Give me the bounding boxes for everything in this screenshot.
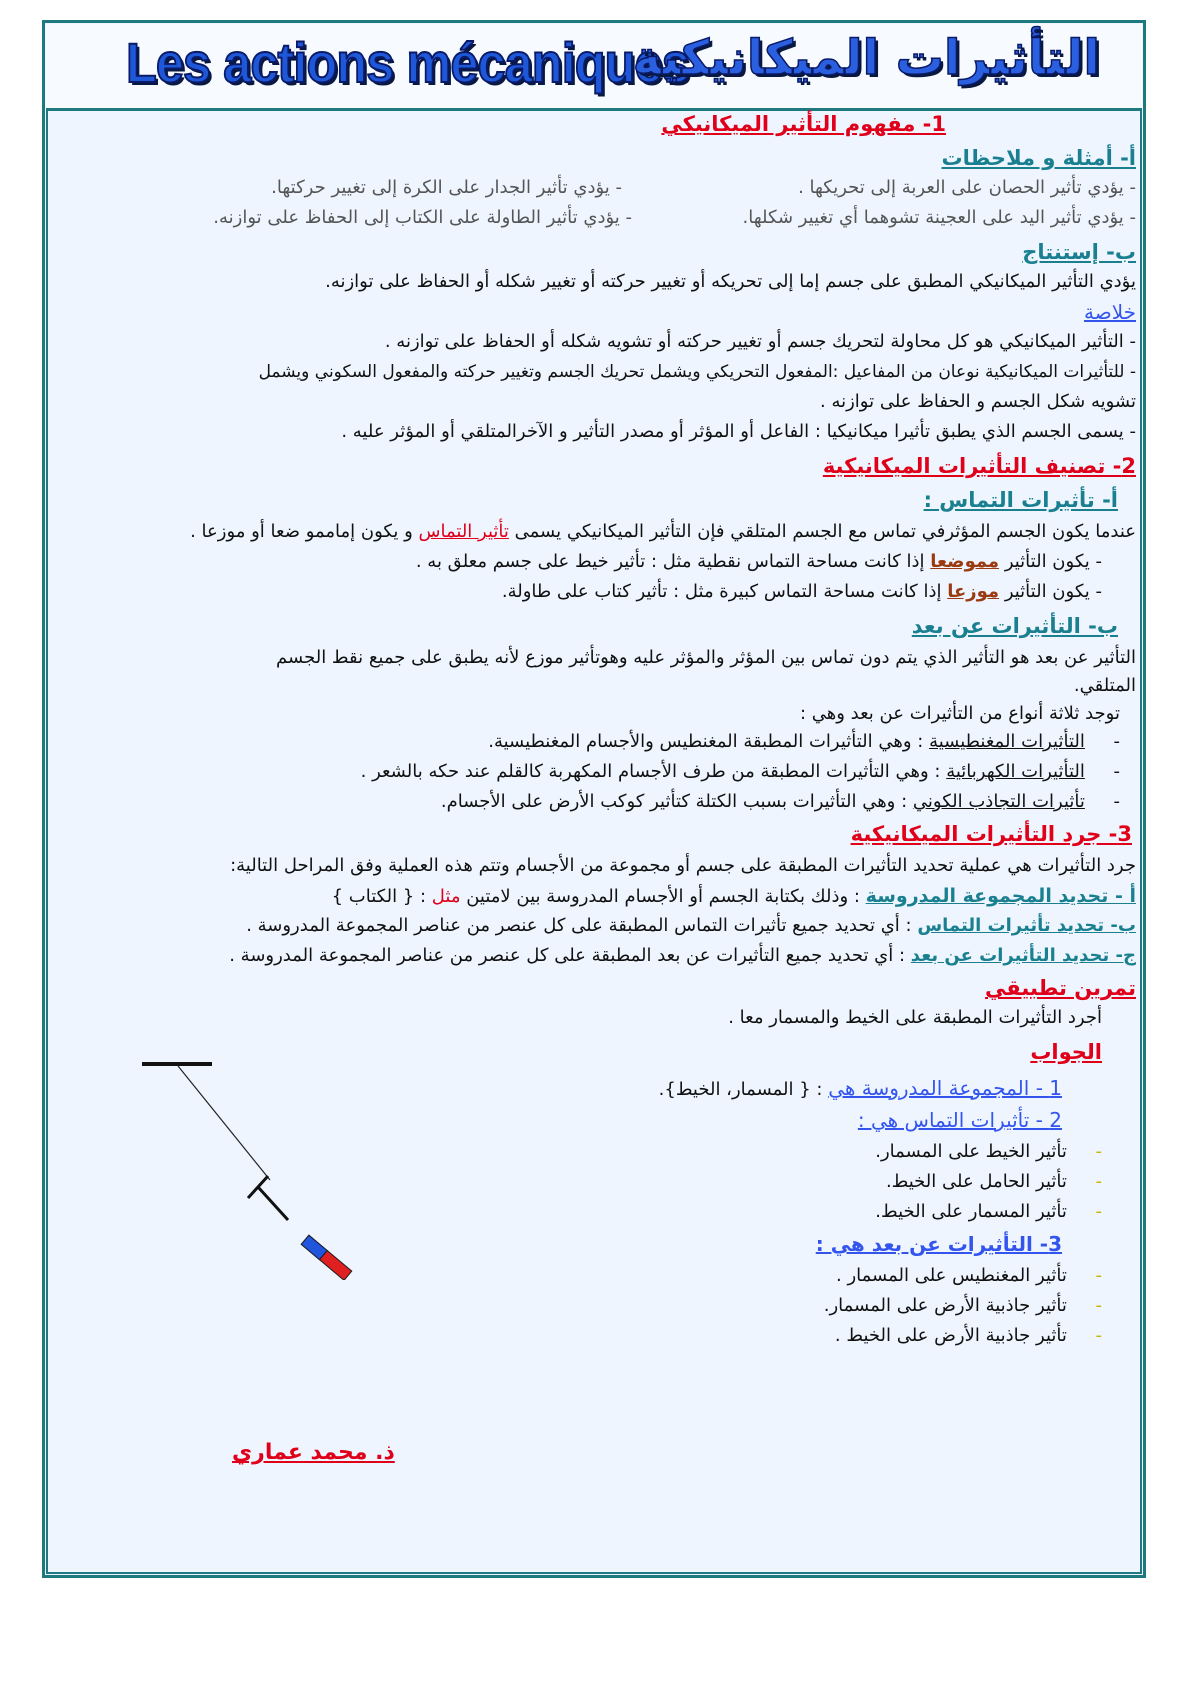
title-latin: Les actions mécaniques — [126, 31, 689, 94]
example-2-right: - يؤدي تأثير اليد على العجينة تشوهما أي تغيير شكلها. — [742, 207, 1136, 228]
answer-heading: الجواب — [1030, 1040, 1102, 1064]
distance-item-1: - تأثير المغنطيس على المسمار . — [836, 1265, 1102, 1286]
example-2-left: - يؤدي تأثير الطاولة على الكتاب إلى الحفاظ على توازنه. — [213, 207, 632, 228]
section1-sub-a: أ- أمثلة و ملاحظات — [941, 146, 1136, 170]
contact-item-3: - تأثير المسمار على الخيط. — [875, 1201, 1102, 1222]
thread-nail-magnet-diagram — [120, 1060, 400, 1280]
localized-line: - يكون التأثير مموضعا إذا كانت مساحة التماس نقطية مثل : تأثير خيط على جسم معلق به . — [415, 551, 1102, 572]
answer-3-label: 3- التأثيرات عن بعد هي : — [815, 1232, 1062, 1256]
step-a: أ - تحديد المجموعة المدروسة : وذلك بكتابة الجسم أو الأجسام المدروسة بين لامتين مثل : { الكتاب } — [331, 885, 1136, 907]
summary-line-1: - التأثير الميكانيكي هو كل محاولة لتحريك جسم أو تغيير حركته أو تشويه شكله أو الحفاظ على توازنه . — [384, 331, 1136, 352]
distributed-term: موزعا — [947, 581, 1000, 602]
distance-type-3: - تأثيرات التجاذب الكوني : وهي التأثيرات بسبب الكتلة كتأثير كوكب الأرض على الأجسام. — [440, 791, 1120, 812]
nail-body — [258, 1187, 288, 1220]
example-1-right: - يؤدي تأثير الحصان على العربة إلى تحريكها . — [798, 177, 1136, 198]
distance-item-3: - تأثير جاذبية الأرض على الخيط . — [834, 1325, 1102, 1346]
distance-line-1: التأثير عن بعد هو التأثير الذي يتم دون تماس بين المؤثر والمؤثر عليه وهوتأثير موزع لأنه يطبق على جميع نقط الجسم — [276, 647, 1136, 668]
step-c: ج- تحديد التأثيرات عن بعد : أي تحديد جميع التأثيرات عن بعد المطبقة على كل عنصر من عناصر المجموعة المدروسة . — [229, 945, 1136, 966]
thread-line — [178, 1066, 270, 1180]
step-b: ب- تحديد تأثيرات التماس : أي تحديد جميع تأثيرات التماس المطبقة على كل عنصر من عناصر المجموعة المدروسة . — [246, 915, 1136, 936]
title-arabic: التأثيرات الميكانيكية — [632, 30, 1100, 86]
document-body — [46, 110, 1142, 1570]
section3-heading: 3- جرد التأثيرات الميكانيكية — [850, 822, 1132, 846]
distance-item-2: - تأثير جاذبية الأرض على المسمار. — [823, 1295, 1102, 1316]
contact-item-1: - تأثير الخيط على المسمار. — [875, 1141, 1102, 1162]
exercise-heading: تمرين تطبيقي — [985, 976, 1136, 1000]
distance-line-3: توجد ثلاثة أنواع من التأثيرات عن بعد وهي : — [799, 703, 1120, 724]
distance-line-2: المتلقي. — [1073, 675, 1136, 696]
summary-heading: خلاصة — [1083, 300, 1136, 324]
contact-definition: عندما يكون الجسم المؤثرفي تماس مع الجسم المتلقي فإن التأثير الميكانيكي يسمى تأثير التماس و يكون إماممو ضعا أو موزعا . — [190, 521, 1136, 542]
section2-sub-a: أ- تأثيرات التماس : — [923, 488, 1118, 512]
distributed-line: - يكون التأثير موزعا إذا كانت مساحة التماس كبيرة مثل : تأثير كتاب على طاولة. — [501, 581, 1102, 602]
section2-heading: 2- تصنيف التأثيرات الميكانيكية — [822, 454, 1136, 478]
localized-term: مموضعا — [930, 551, 1000, 572]
magnet-red-pole — [320, 1251, 352, 1280]
summary-line-3: - يسمى الجسم الذي يطبق تأثيرا ميكانيكيا : الفاعل أو المؤثر أو مصدر التأثير و الآخرالمتلقي أو المؤثر عليه . — [341, 421, 1136, 442]
author-signature: ذ. محمد عماري — [232, 1440, 395, 1465]
answer-2-label: 2 - تأثيرات التماس هي : — [857, 1108, 1062, 1132]
distance-type-2: - التأثيرات الكهربائية : وهي التأثيرات المطبقة من طرف الأجسام المكهربة كالقلم عند حكه بالشعر . — [360, 761, 1120, 782]
section1-sub-b: ب- إستنتاج — [1022, 240, 1136, 264]
magnet — [301, 1235, 352, 1280]
summary-line-2b: تشويه شكل الجسم و الحفاظ على توازنه . — [820, 391, 1136, 412]
conclusion-text: يؤدي التأثير الميكانيكي المطبق على جسم إما إلى تحريكه أو تغيير حركته أو تغيير شكله أو الحفاظ على توازنه. — [325, 271, 1136, 292]
section3-intro: جرد التأثيرات هي عملية تحديد التأثيرات المطبقة على جسم أو مجموعة من الأجسام وتتم هذه العملية وفق المراحل التالية: — [230, 855, 1136, 876]
section1-heading: 1- مفهوم التأثير الميكانيكي — [661, 112, 946, 136]
summary-line-2a: - للتأثيرات الميكانيكية نوعان من المفاعيل :المفعول التحريكي ويشمل تحريك الجسم وتغيير حركته والمفعول السكوني ويشمل — [258, 362, 1136, 382]
distance-type-1: - التأثيرات المغنطيسية : وهي التأثيرات المطبقة المغنطيس والأجسام المغنطيسية. — [488, 731, 1120, 752]
exercise-question: أجرد التأثيرات المطبقة على الخيط والمسمار معا . — [728, 1007, 1102, 1028]
answer-1: 1 - المجموعة المدروسة هي : { المسمار، الخيط}. — [658, 1076, 1062, 1100]
section2-sub-b: ب- التأثيرات عن بعد — [911, 614, 1118, 638]
contact-term: تأثير التماس — [418, 521, 509, 542]
contact-item-2: - تأثير الحامل على الخيط. — [885, 1171, 1102, 1192]
example-1-left: - يؤدي تأثير الجدار على الكرة إلى تغيير حركتها. — [271, 177, 622, 198]
